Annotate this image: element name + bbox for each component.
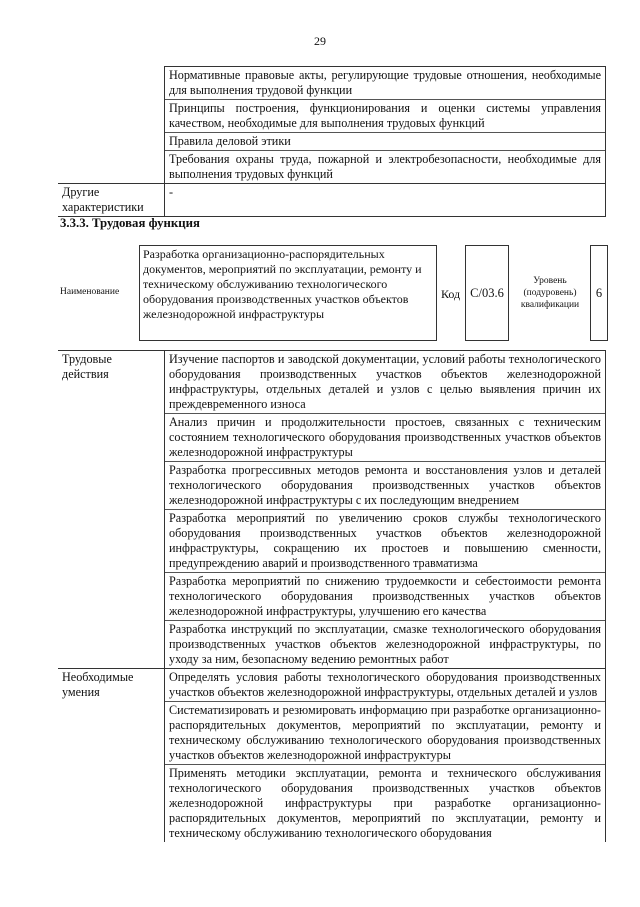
page-number: 29 (314, 34, 326, 48)
skill-item: Определять условия работы технологического оборудования производственных участков объектов железнодорожной инфраструктуры, отдельных деталей и узлов (165, 669, 606, 702)
code-value: C/03.6 (465, 245, 509, 341)
code-label: Код (441, 287, 461, 301)
knowledge-label-cell (58, 67, 165, 184)
level-label: Уровень (подуровень) квалификации (520, 276, 580, 310)
skills-label: Необходимые умения (58, 669, 165, 843)
other-characteristics-label: Другие характеристики (58, 184, 165, 217)
action-item: Разработка мероприятий по увеличению сроков службы технологического оборудования производственных участков объектов железнодорожной инфраструктуры, сокращению их простоев и повышению сменности, предупреждению аварий и производственного травматизма (165, 510, 606, 573)
action-item: Разработка прогрессивных методов ремонта и восстановления узлов и деталей технологического оборудования производственных участков объектов железнодорожной инфраструктуры с их последующим внедрением (165, 462, 606, 510)
skill-item: Применять методики эксплуатации, ремонта и технического обслуживания технологического оборудования производственных участков объектов железнодорожной инфраструктуры при разработке организационно-распорядительных документов, мероприятий по эксплуатации, ремонту и техническому обслуживанию технологического оборудования (165, 765, 606, 843)
action-item: Разработка мероприятий по снижению трудоемкости и себестоимости ремонта технологического оборудования производственных участков объектов железнодорожной инфраструктуры, улучшению его качества (165, 573, 606, 621)
knowledge-item: Принципы построения, функционирования и оценки системы управления качеством, необходимые для выполнения трудовых функций (165, 100, 606, 133)
action-item: Разработка инструкций по эксплуатации, смазке технологического оборудования производственных участков объектов железнодорожной инфраструктуры, по уходу за ним, безопасному ведению ремонтных работ (165, 621, 606, 669)
action-item: Изучение паспортов и заводской документации, условий работы технологического оборудования производственных участков объектов железнодорожной инфраструктуры, отдельных деталей и узлов с целью выявления причин их преждевременного износа (165, 351, 606, 414)
knowledge-item: Правила деловой этики (165, 133, 606, 151)
level-value: 6 (590, 245, 608, 341)
main-table (58, 350, 606, 842)
actions-label: Трудовые действия (58, 351, 165, 669)
name-label: Наименование (60, 287, 120, 297)
other-characteristics-value: - (165, 184, 606, 217)
skill-item: Систематизировать и резюмировать информацию при разработке организационно-распорядительных документов, мероприятий по эксплуатации, ремонту и техническому обслуживанию технологического оборудования производственных участков объектов железнодорожной инфраструктуры (165, 702, 606, 765)
knowledge-table (58, 66, 606, 217)
knowledge-item: Требования охраны труда, пожарной и электробезопасности, необходимые для выполнения трудовых функций (165, 151, 606, 184)
action-item: Анализ причин и продолжительности простоев, связанных с техническим состоянием технологического оборудования производственных участков объектов железнодорожной инфраструктуры (165, 414, 606, 462)
name-value: Разработка организационно-распорядительных документов, мероприятий по эксплуатации, ремонту и техническому обслуживанию технологического оборудования производственных участков объектов железнодорожной инфраструктуры (139, 245, 437, 341)
section-title: 3.3.3. Трудовая функция (60, 216, 200, 230)
knowledge-item: Нормативные правовые акты, регулирующие трудовые отношения, необходимые для выполнения трудовой функции (165, 67, 606, 100)
